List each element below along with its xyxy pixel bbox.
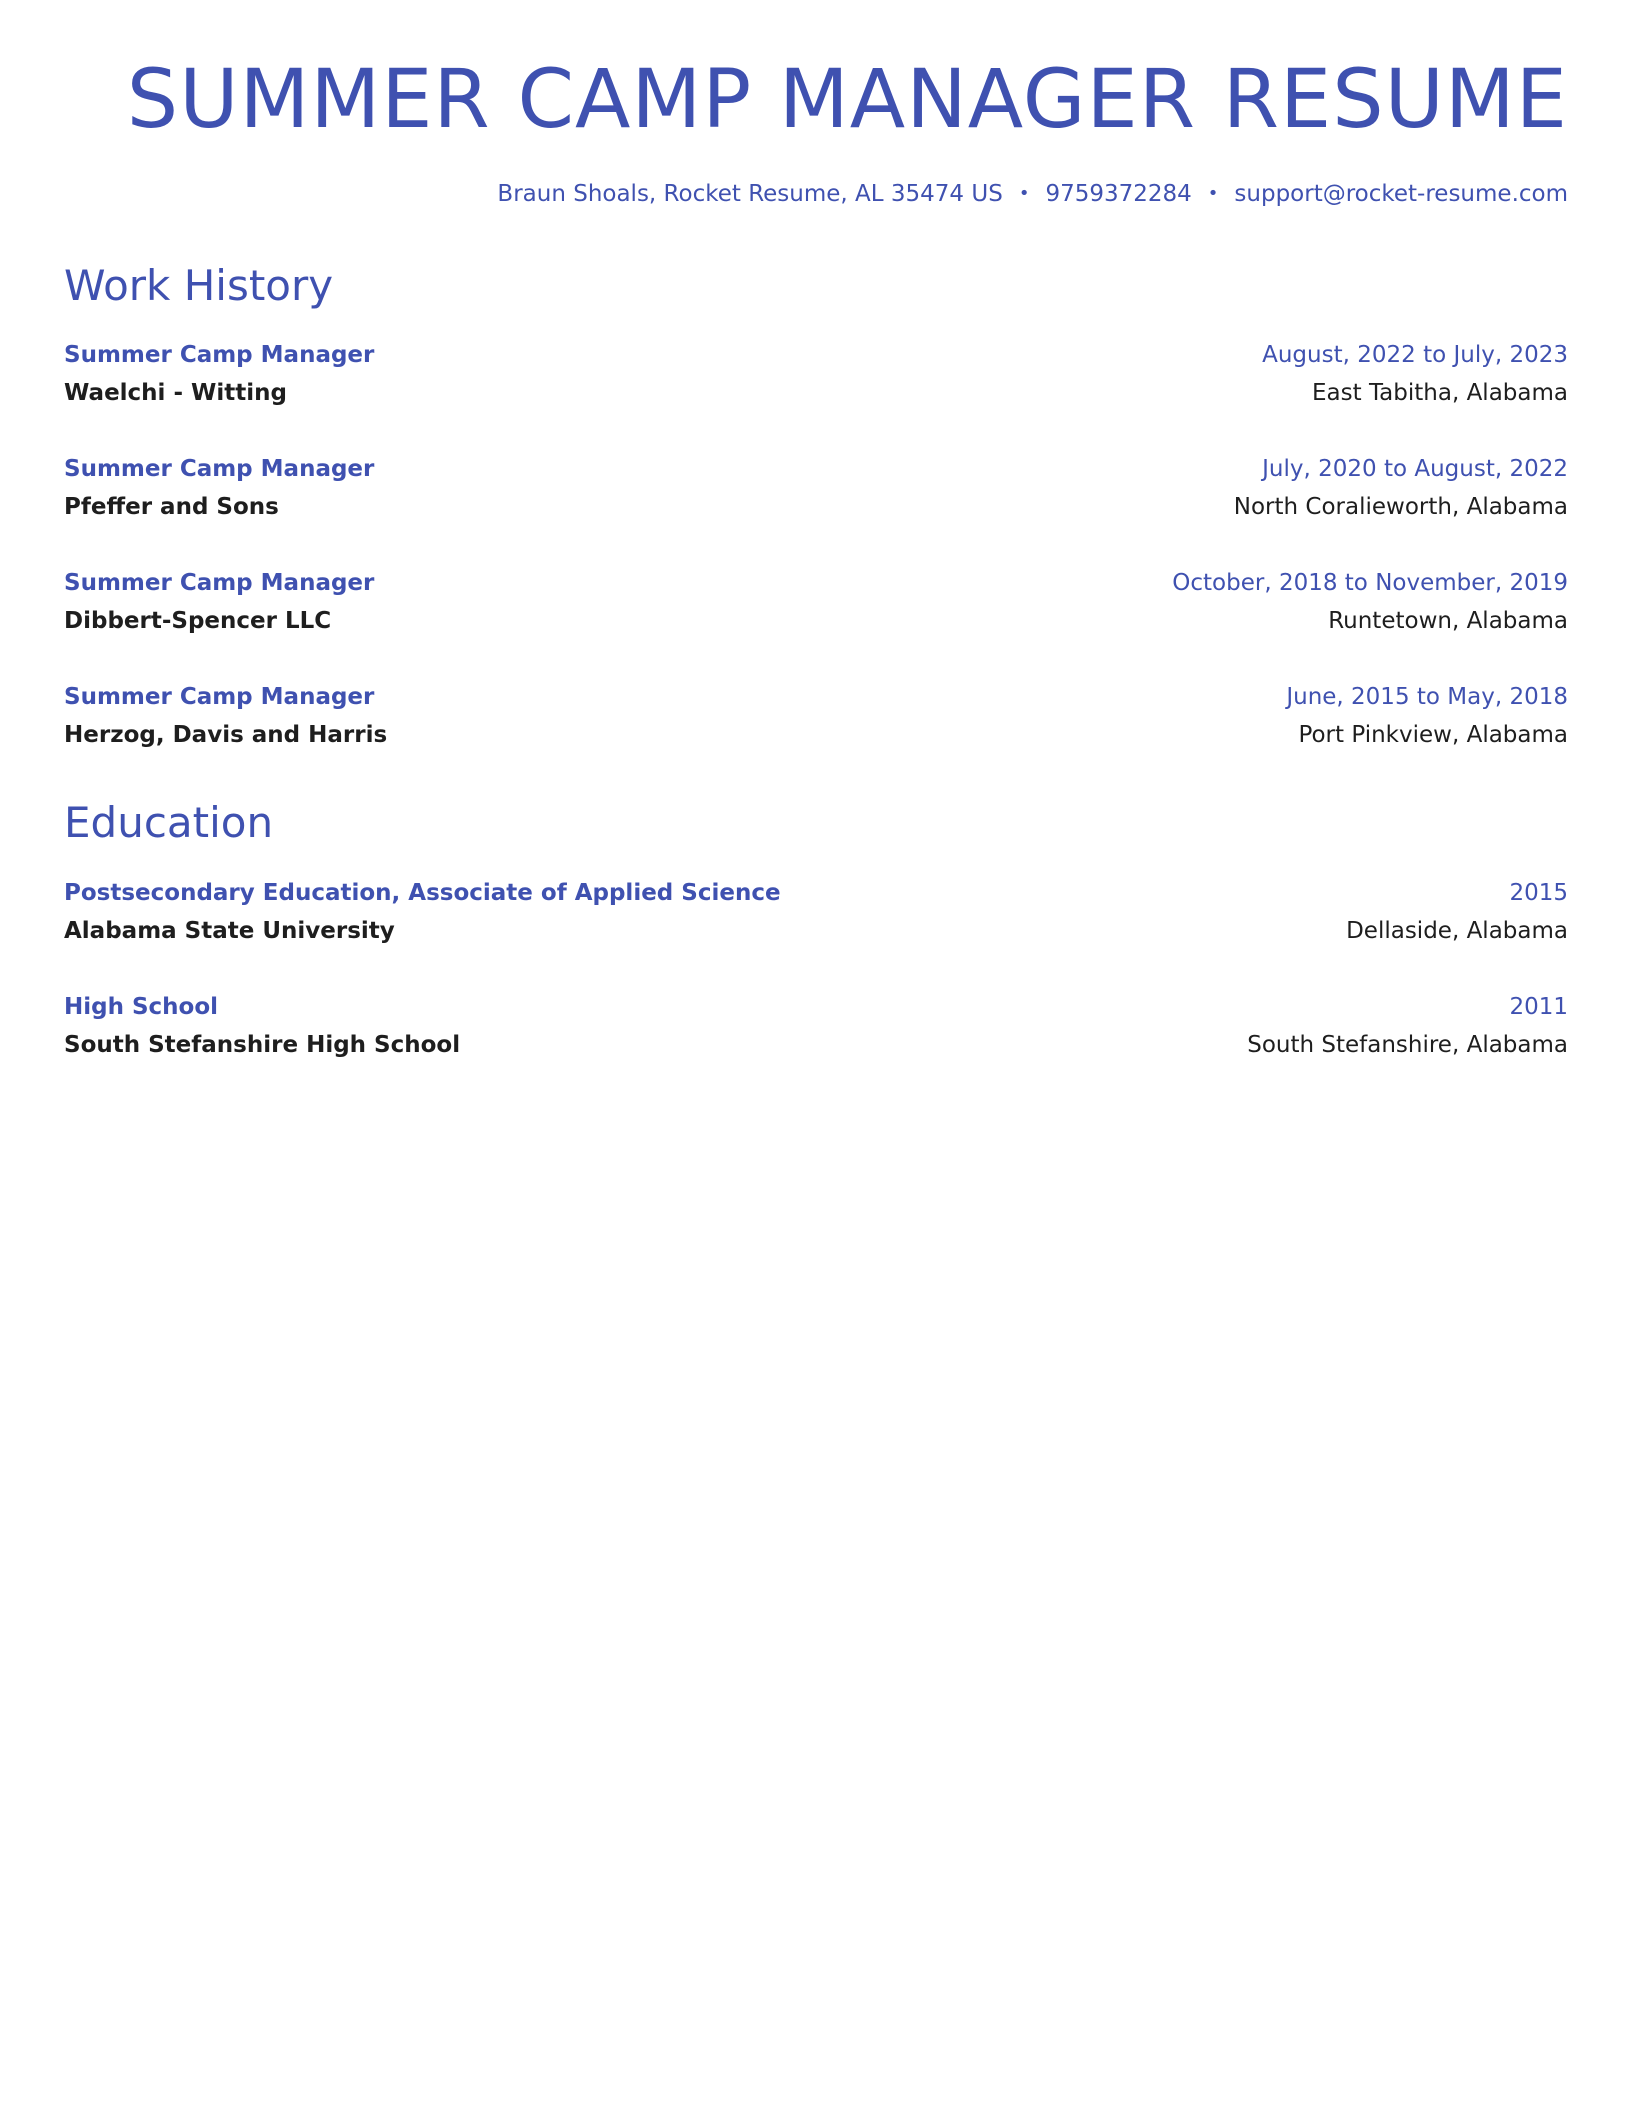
contact-phone: 9759372284 <box>1045 181 1192 208</box>
company-name: Dibbert-Spencer LLC <box>64 608 332 635</box>
job-dates: October, 2018 to November, 2019 <box>1172 570 1568 597</box>
education-heading: Education <box>64 798 274 848</box>
school-location: South Stefanshire, Alabama <box>1247 1031 1568 1058</box>
job-title: Summer Camp Manager <box>64 684 375 711</box>
job-location: Runtetown, Alabama <box>1328 608 1568 635</box>
education-entry <box>64 874 1568 950</box>
degree-name: High School <box>64 993 219 1020</box>
job-dates: July, 2020 to August, 2022 <box>1262 456 1568 483</box>
degree-name: Postsecondary Education, Associate of Applied Science <box>64 879 781 906</box>
work-entry <box>64 678 1568 754</box>
resume-title: SUMMER CAMP MANAGER RESUME <box>126 53 1568 147</box>
work-entry <box>64 336 1568 412</box>
job-title: Summer Camp Manager <box>64 456 375 483</box>
work-entry <box>64 450 1568 526</box>
contact-address: Braun Shoals, Rocket Resume, AL 35474 US <box>497 181 1003 208</box>
job-dates: August, 2022 to July, 2023 <box>1262 342 1568 369</box>
school-name: South Stefanshire High School <box>64 1031 461 1058</box>
contact-line <box>64 181 1568 209</box>
school-location: Dellaside, Alabama <box>1346 917 1568 944</box>
job-dates: June, 2015 to May, 2018 <box>1286 684 1568 711</box>
contact-separator: • <box>1018 183 1030 205</box>
work-history-heading: Work History <box>64 260 334 310</box>
education-entry <box>64 988 1568 1064</box>
company-name: Herzog, Davis and Harris <box>64 722 388 749</box>
company-name: Waelchi - Witting <box>64 380 287 407</box>
contact-separator: • <box>1207 183 1219 205</box>
contact-email: support@rocket-resume.com <box>1234 181 1568 208</box>
job-location: East Tabitha, Alabama <box>1312 380 1568 407</box>
job-location: Port Pinkview, Alabama <box>1298 722 1568 749</box>
job-title: Summer Camp Manager <box>64 570 375 597</box>
graduation-year: 2015 <box>1509 879 1568 906</box>
company-name: Pfeffer and Sons <box>64 494 279 521</box>
job-location: North Coralieworth, Alabama <box>1233 494 1568 521</box>
work-entry <box>64 564 1568 640</box>
job-title: Summer Camp Manager <box>64 342 375 369</box>
school-name: Alabama State University <box>64 917 395 944</box>
graduation-year: 2011 <box>1509 993 1568 1020</box>
